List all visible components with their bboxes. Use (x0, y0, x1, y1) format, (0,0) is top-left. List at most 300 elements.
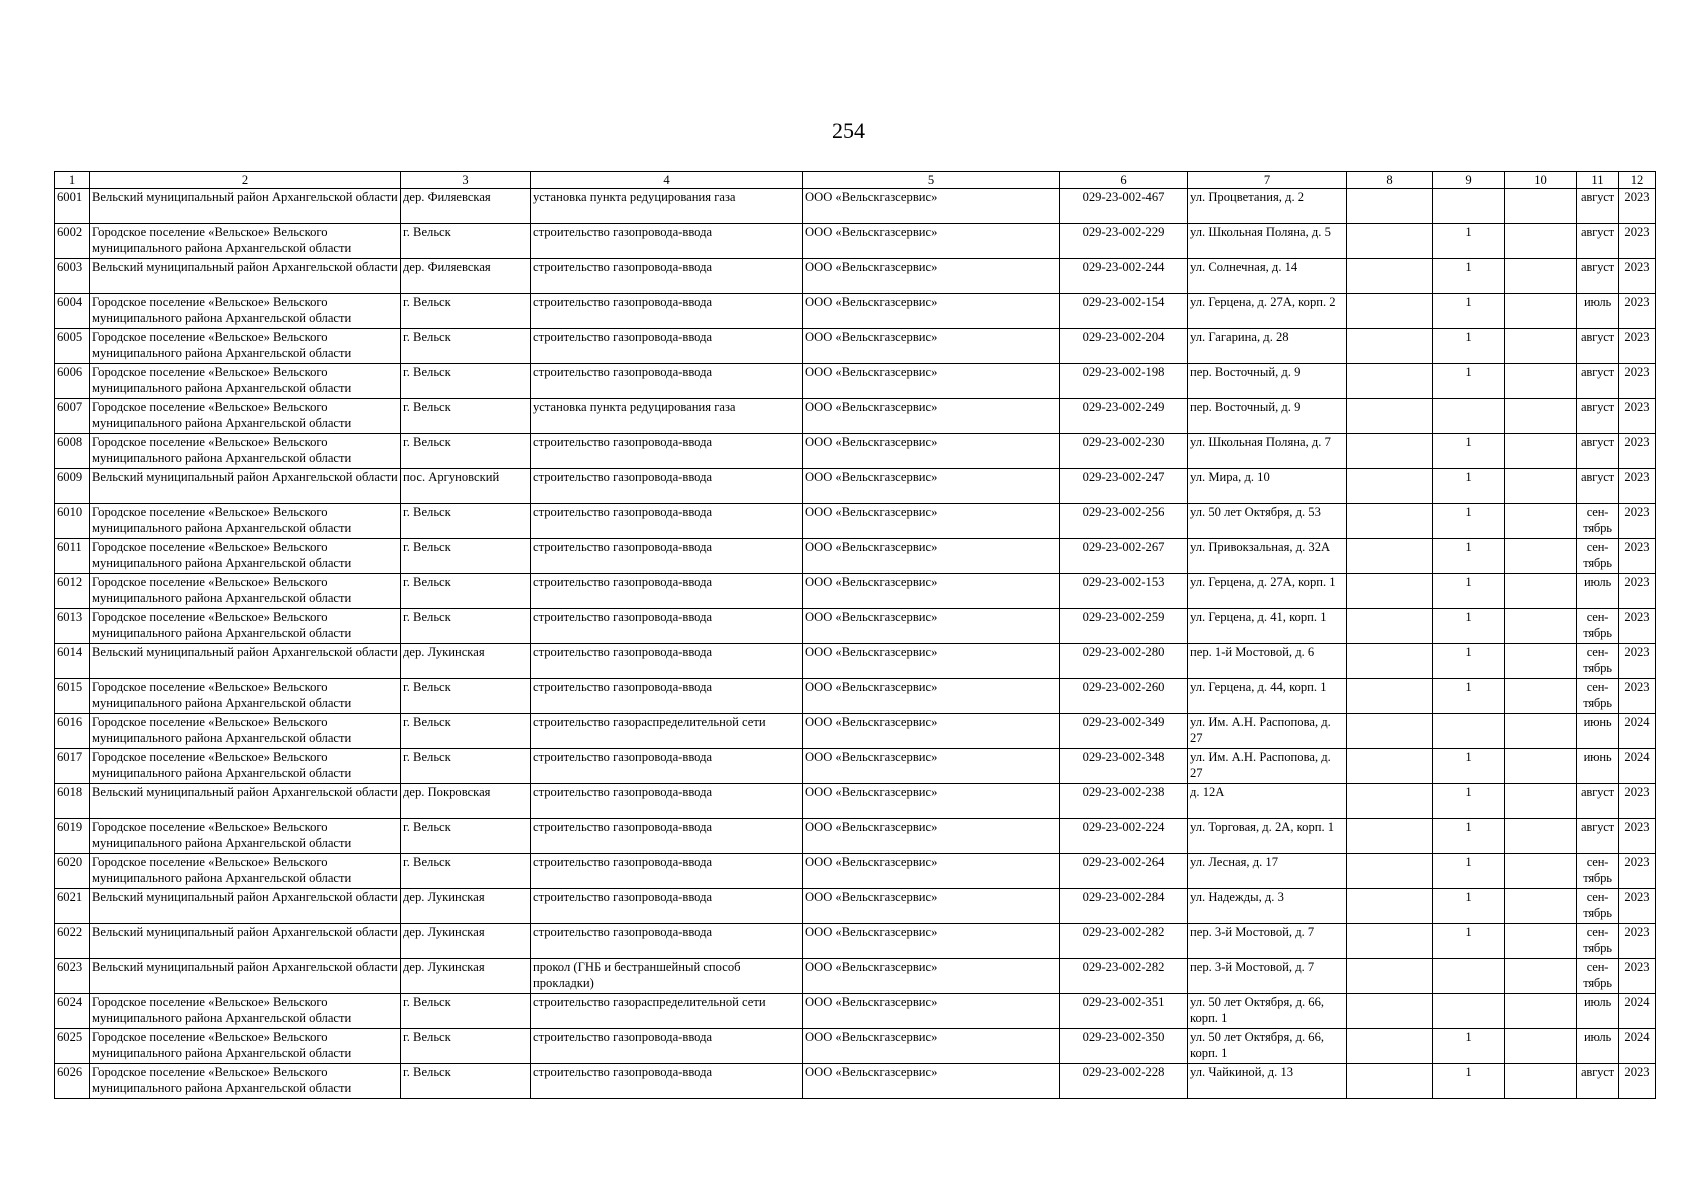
column-header: 10 (1505, 172, 1577, 189)
locality-cell: дер. Лукинская (401, 924, 531, 959)
municipality-cell: Городское поселение «Вельское» Вельского муниципального района Архангельской области (90, 749, 401, 784)
column-10-cell (1505, 959, 1577, 994)
address-cell: пер. 3-й Мостовой, д. 7 (1188, 959, 1347, 994)
work-type-cell: строительство газораспределительной сети (531, 994, 803, 1029)
address-cell: ул. Герцена, д. 27А, корп. 1 (1188, 574, 1347, 609)
table-body (55, 189, 1656, 1099)
column-8-cell (1347, 329, 1433, 364)
month-cell: август (1577, 469, 1619, 504)
locality-cell: пос. Аргуновский (401, 469, 531, 504)
year-cell: 2024 (1619, 749, 1656, 784)
column-9-cell: 1 (1433, 539, 1505, 574)
gasification-table (54, 171, 1656, 1099)
column-10-cell (1505, 644, 1577, 679)
column-8-cell (1347, 1064, 1433, 1099)
column-8-cell (1347, 819, 1433, 854)
row-number-cell: 6001 (55, 189, 90, 224)
month-cell: август (1577, 1064, 1619, 1099)
year-cell: 2023 (1619, 1064, 1656, 1099)
row-number-cell: 6006 (55, 364, 90, 399)
column-9-cell: 1 (1433, 819, 1505, 854)
address-cell: ул. 50 лет Октября, д. 53 (1188, 504, 1347, 539)
column-8-cell (1347, 364, 1433, 399)
column-10-cell (1505, 889, 1577, 924)
column-9-cell: 1 (1433, 469, 1505, 504)
table-row (55, 749, 1656, 784)
registration-number-cell: 029-23-002-247 (1060, 469, 1188, 504)
address-cell: ул. Герцена, д. 41, корп. 1 (1188, 609, 1347, 644)
year-cell: 2023 (1619, 539, 1656, 574)
registration-number-cell: 029-23-002-282 (1060, 959, 1188, 994)
column-10-cell (1505, 399, 1577, 434)
column-10-cell (1505, 784, 1577, 819)
municipality-cell: Городское поселение «Вельское» Вельского муниципального района Архангельской области (90, 399, 401, 434)
work-type-cell: строительство газопровода-ввода (531, 224, 803, 259)
month-cell: июнь (1577, 749, 1619, 784)
municipality-cell: Городское поселение «Вельское» Вельского муниципального района Архангельской области (90, 1064, 401, 1099)
registration-number-cell: 029-23-002-249 (1060, 399, 1188, 434)
municipality-cell: Городское поселение «Вельское» Вельского муниципального района Архангельской области (90, 854, 401, 889)
row-number-cell: 6019 (55, 819, 90, 854)
column-10-cell (1505, 1029, 1577, 1064)
year-cell: 2023 (1619, 819, 1656, 854)
column-8-cell (1347, 294, 1433, 329)
locality-cell: г. Вельск (401, 714, 531, 749)
table-row (55, 994, 1656, 1029)
year-cell: 2023 (1619, 924, 1656, 959)
column-9-cell: 1 (1433, 679, 1505, 714)
table-row (55, 854, 1656, 889)
registration-number-cell: 029-23-002-256 (1060, 504, 1188, 539)
work-type-cell: установка пункта редуцирования газа (531, 189, 803, 224)
municipality-cell: Городское поселение «Вельское» Вельского муниципального района Архангельской области (90, 539, 401, 574)
table-row (55, 959, 1656, 994)
address-cell: ул. Школьная Поляна, д. 7 (1188, 434, 1347, 469)
address-cell: ул. Лесная, д. 17 (1188, 854, 1347, 889)
organization-cell: ООО «Вельскгазсервис» (803, 749, 1060, 784)
work-type-cell: установка пункта редуцирования газа (531, 399, 803, 434)
locality-cell: г. Вельск (401, 1029, 531, 1064)
organization-cell: ООО «Вельскгазсервис» (803, 819, 1060, 854)
column-8-cell (1347, 784, 1433, 819)
organization-cell: ООО «Вельскгазсервис» (803, 504, 1060, 539)
registration-number-cell: 029-23-002-230 (1060, 434, 1188, 469)
municipality-cell: Городское поселение «Вельское» Вельского муниципального района Архангельской области (90, 434, 401, 469)
column-10-cell (1505, 224, 1577, 259)
organization-cell: ООО «Вельскгазсервис» (803, 539, 1060, 574)
organization-cell: ООО «Вельскгазсервис» (803, 469, 1060, 504)
column-10-cell (1505, 1064, 1577, 1099)
address-cell: ул. Герцена, д. 27А, корп. 2 (1188, 294, 1347, 329)
organization-cell: ООО «Вельскгазсервис» (803, 189, 1060, 224)
registration-number-cell: 029-23-002-238 (1060, 784, 1188, 819)
column-8-cell (1347, 959, 1433, 994)
address-cell: ул. Надежды, д. 3 (1188, 889, 1347, 924)
address-cell: пер. Восточный, д. 9 (1188, 364, 1347, 399)
month-cell: август (1577, 259, 1619, 294)
table-row (55, 224, 1656, 259)
work-type-cell: строительство газопровода-ввода (531, 644, 803, 679)
work-type-cell: строительство газопровода-ввода (531, 434, 803, 469)
work-type-cell: строительство газораспределительной сети (531, 714, 803, 749)
column-header: 5 (803, 172, 1060, 189)
column-10-cell (1505, 469, 1577, 504)
column-9-cell (1433, 189, 1505, 224)
locality-cell: г. Вельск (401, 504, 531, 539)
municipality-cell: Вельский муниципальный район Архангельской области (90, 469, 401, 504)
column-10-cell (1505, 924, 1577, 959)
column-8-cell (1347, 889, 1433, 924)
address-cell: ул. Мира, д. 10 (1188, 469, 1347, 504)
address-cell: ул. Привокзальная, д. 32А (1188, 539, 1347, 574)
year-cell: 2023 (1619, 329, 1656, 364)
column-header: 9 (1433, 172, 1505, 189)
column-header: 3 (401, 172, 531, 189)
month-cell: сен-тябрь (1577, 889, 1619, 924)
address-cell: ул. Школьная Поляна, д. 5 (1188, 224, 1347, 259)
table-row (55, 504, 1656, 539)
municipality-cell: Городское поселение «Вельское» Вельского муниципального района Архангельской области (90, 224, 401, 259)
column-9-cell: 1 (1433, 749, 1505, 784)
column-header: 8 (1347, 172, 1433, 189)
column-9-cell: 1 (1433, 434, 1505, 469)
column-10-cell (1505, 819, 1577, 854)
column-9-cell: 1 (1433, 574, 1505, 609)
organization-cell: ООО «Вельскгазсервис» (803, 329, 1060, 364)
registration-number-cell: 029-23-002-244 (1060, 259, 1188, 294)
column-8-cell (1347, 749, 1433, 784)
column-header: 11 (1577, 172, 1619, 189)
column-9-cell: 1 (1433, 889, 1505, 924)
locality-cell: г. Вельск (401, 609, 531, 644)
municipality-cell: Вельский муниципальный район Архангельской области (90, 784, 401, 819)
registration-number-cell: 029-23-002-153 (1060, 574, 1188, 609)
column-header: 1 (55, 172, 90, 189)
year-cell: 2023 (1619, 364, 1656, 399)
year-cell: 2023 (1619, 854, 1656, 889)
locality-cell: г. Вельск (401, 294, 531, 329)
month-cell: сен-тябрь (1577, 959, 1619, 994)
work-type-cell: строительство газопровода-ввода (531, 819, 803, 854)
row-number-cell: 6022 (55, 924, 90, 959)
month-cell: август (1577, 329, 1619, 364)
municipality-cell: Городское поселение «Вельское» Вельского муниципального района Архангельской области (90, 609, 401, 644)
year-cell: 2024 (1619, 714, 1656, 749)
locality-cell: дер. Филяевская (401, 259, 531, 294)
registration-number-cell: 029-23-002-198 (1060, 364, 1188, 399)
row-number-cell: 6013 (55, 609, 90, 644)
year-cell: 2023 (1619, 889, 1656, 924)
municipality-cell: Городское поселение «Вельское» Вельского муниципального района Архангельской области (90, 994, 401, 1029)
month-cell: сен-тябрь (1577, 924, 1619, 959)
column-8-cell (1347, 1029, 1433, 1064)
month-cell: сен-тябрь (1577, 504, 1619, 539)
work-type-cell: строительство газопровода-ввода (531, 364, 803, 399)
year-cell: 2023 (1619, 644, 1656, 679)
address-cell: ул. 50 лет Октября, д. 66, корп. 1 (1188, 1029, 1347, 1064)
month-cell: июль (1577, 294, 1619, 329)
column-9-cell: 1 (1433, 224, 1505, 259)
year-cell: 2023 (1619, 679, 1656, 714)
address-cell: ул. Процветания, д. 2 (1188, 189, 1347, 224)
column-8-cell (1347, 259, 1433, 294)
locality-cell: дер. Лукинская (401, 644, 531, 679)
row-number-cell: 6016 (55, 714, 90, 749)
organization-cell: ООО «Вельскгазсервис» (803, 574, 1060, 609)
municipality-cell: Городское поселение «Вельское» Вельского муниципального района Архангельской области (90, 714, 401, 749)
column-9-cell: 1 (1433, 644, 1505, 679)
registration-number-cell: 029-23-002-264 (1060, 854, 1188, 889)
year-cell: 2023 (1619, 399, 1656, 434)
column-9-cell (1433, 994, 1505, 1029)
address-cell: ул. Солнечная, д. 14 (1188, 259, 1347, 294)
organization-cell: ООО «Вельскгазсервис» (803, 294, 1060, 329)
row-number-cell: 6018 (55, 784, 90, 819)
row-number-cell: 6005 (55, 329, 90, 364)
registration-number-cell: 029-23-002-349 (1060, 714, 1188, 749)
municipality-cell: Городское поселение «Вельское» Вельского муниципального района Архангельской области (90, 329, 401, 364)
column-8-cell (1347, 504, 1433, 539)
month-cell: июль (1577, 994, 1619, 1029)
year-cell: 2023 (1619, 609, 1656, 644)
year-cell: 2023 (1619, 434, 1656, 469)
month-cell: август (1577, 819, 1619, 854)
column-8-cell (1347, 644, 1433, 679)
table-header (55, 172, 1656, 189)
table-row (55, 679, 1656, 714)
registration-number-cell: 029-23-002-282 (1060, 924, 1188, 959)
column-8-cell (1347, 434, 1433, 469)
locality-cell: г. Вельск (401, 994, 531, 1029)
row-number-cell: 6003 (55, 259, 90, 294)
table-row (55, 1029, 1656, 1064)
month-cell: август (1577, 364, 1619, 399)
column-8-cell (1347, 994, 1433, 1029)
year-cell: 2023 (1619, 784, 1656, 819)
work-type-cell: строительство газопровода-ввода (531, 889, 803, 924)
organization-cell: ООО «Вельскгазсервис» (803, 609, 1060, 644)
organization-cell: ООО «Вельскгазсервис» (803, 994, 1060, 1029)
address-cell: ул. Им. А.Н. Распопова, д. 27 (1188, 749, 1347, 784)
work-type-cell: строительство газопровода-ввода (531, 1064, 803, 1099)
table-row (55, 574, 1656, 609)
table-row (55, 819, 1656, 854)
row-number-cell: 6014 (55, 644, 90, 679)
month-cell: август (1577, 399, 1619, 434)
locality-cell: г. Вельск (401, 434, 531, 469)
municipality-cell: Городское поселение «Вельское» Вельского муниципального района Архангельской области (90, 294, 401, 329)
municipality-cell: Городское поселение «Вельское» Вельского муниципального района Архангельской области (90, 364, 401, 399)
column-9-cell: 1 (1433, 784, 1505, 819)
municipality-cell: Городское поселение «Вельское» Вельского муниципального района Архангельской области (90, 819, 401, 854)
column-8-cell (1347, 679, 1433, 714)
column-10-cell (1505, 259, 1577, 294)
column-9-cell: 1 (1433, 329, 1505, 364)
row-number-cell: 6004 (55, 294, 90, 329)
column-8-cell (1347, 469, 1433, 504)
municipality-cell: Вельский муниципальный район Архангельской области (90, 924, 401, 959)
work-type-cell: строительство газопровода-ввода (531, 679, 803, 714)
registration-number-cell: 029-23-002-228 (1060, 1064, 1188, 1099)
work-type-cell: строительство газопровода-ввода (531, 1029, 803, 1064)
municipality-cell: Вельский муниципальный район Архангельской области (90, 959, 401, 994)
municipality-cell: Городское поселение «Вельское» Вельского муниципального района Архангельской области (90, 574, 401, 609)
column-9-cell: 1 (1433, 1064, 1505, 1099)
locality-cell: г. Вельск (401, 364, 531, 399)
work-type-cell: строительство газопровода-ввода (531, 329, 803, 364)
month-cell: июнь (1577, 714, 1619, 749)
table-row (55, 609, 1656, 644)
column-header: 4 (531, 172, 803, 189)
row-number-cell: 6017 (55, 749, 90, 784)
column-8-cell (1347, 714, 1433, 749)
table-row (55, 539, 1656, 574)
table-row (55, 644, 1656, 679)
organization-cell: ООО «Вельскгазсервис» (803, 784, 1060, 819)
table-row (55, 784, 1656, 819)
locality-cell: г. Вельск (401, 749, 531, 784)
month-cell: август (1577, 224, 1619, 259)
row-number-cell: 6025 (55, 1029, 90, 1064)
work-type-cell: строительство газопровода-ввода (531, 294, 803, 329)
address-cell: пер. 1-й Мостовой, д. 6 (1188, 644, 1347, 679)
row-number-cell: 6009 (55, 469, 90, 504)
table-row (55, 329, 1656, 364)
column-9-cell: 1 (1433, 259, 1505, 294)
municipality-cell: Вельский муниципальный район Архангельской области (90, 189, 401, 224)
address-cell: ул. 50 лет Октября, д. 66, корп. 1 (1188, 994, 1347, 1029)
organization-cell: ООО «Вельскгазсервис» (803, 434, 1060, 469)
table-row (55, 889, 1656, 924)
column-10-cell (1505, 294, 1577, 329)
table-row (55, 469, 1656, 504)
year-cell: 2024 (1619, 994, 1656, 1029)
column-10-cell (1505, 854, 1577, 889)
table-row (55, 1064, 1656, 1099)
work-type-cell: строительство газопровода-ввода (531, 259, 803, 294)
locality-cell: г. Вельск (401, 819, 531, 854)
column-8-cell (1347, 924, 1433, 959)
locality-cell: г. Вельск (401, 854, 531, 889)
year-cell: 2024 (1619, 1029, 1656, 1064)
column-9-cell: 1 (1433, 364, 1505, 399)
year-cell: 2023 (1619, 259, 1656, 294)
organization-cell: ООО «Вельскгазсервис» (803, 1064, 1060, 1099)
column-8-cell (1347, 224, 1433, 259)
column-number-row (55, 172, 1656, 189)
organization-cell: ООО «Вельскгазсервис» (803, 1029, 1060, 1064)
year-cell: 2023 (1619, 224, 1656, 259)
column-9-cell: 1 (1433, 294, 1505, 329)
address-cell: ул. Им. А.Н. Распопова, д. 27 (1188, 714, 1347, 749)
month-cell: июль (1577, 1029, 1619, 1064)
month-cell: сен-тябрь (1577, 679, 1619, 714)
row-number-cell: 6007 (55, 399, 90, 434)
address-cell: ул. Гагарина, д. 28 (1188, 329, 1347, 364)
locality-cell: дер. Филяевская (401, 189, 531, 224)
year-cell: 2023 (1619, 574, 1656, 609)
row-number-cell: 6021 (55, 889, 90, 924)
registration-number-cell: 029-23-002-267 (1060, 539, 1188, 574)
work-type-cell: строительство газопровода-ввода (531, 574, 803, 609)
row-number-cell: 6011 (55, 539, 90, 574)
municipality-cell: Городское поселение «Вельское» Вельского муниципального района Архангельской области (90, 1029, 401, 1064)
work-type-cell: строительство газопровода-ввода (531, 924, 803, 959)
registration-number-cell: 029-23-002-229 (1060, 224, 1188, 259)
registration-number-cell: 029-23-002-224 (1060, 819, 1188, 854)
column-10-cell (1505, 574, 1577, 609)
page-number: 254 (832, 118, 865, 143)
column-9-cell: 1 (1433, 924, 1505, 959)
month-cell: сен-тябрь (1577, 609, 1619, 644)
locality-cell: г. Вельск (401, 329, 531, 364)
column-10-cell (1505, 609, 1577, 644)
column-8-cell (1347, 574, 1433, 609)
organization-cell: ООО «Вельскгазсервис» (803, 714, 1060, 749)
work-type-cell: строительство газопровода-ввода (531, 469, 803, 504)
organization-cell: ООО «Вельскгазсервис» (803, 889, 1060, 924)
row-number-cell: 6020 (55, 854, 90, 889)
column-10-cell (1505, 364, 1577, 399)
column-10-cell (1505, 994, 1577, 1029)
month-cell: сен-тябрь (1577, 539, 1619, 574)
organization-cell: ООО «Вельскгазсервис» (803, 679, 1060, 714)
column-10-cell (1505, 434, 1577, 469)
month-cell: сен-тябрь (1577, 854, 1619, 889)
municipality-cell: Городское поселение «Вельское» Вельского муниципального района Архангельской области (90, 504, 401, 539)
month-cell: июль (1577, 574, 1619, 609)
registration-number-cell: 029-23-002-204 (1060, 329, 1188, 364)
column-8-cell (1347, 539, 1433, 574)
organization-cell: ООО «Вельскгазсервис» (803, 224, 1060, 259)
address-cell: д. 12А (1188, 784, 1347, 819)
year-cell: 2023 (1619, 469, 1656, 504)
organization-cell: ООО «Вельскгазсервис» (803, 399, 1060, 434)
row-number-cell: 6024 (55, 994, 90, 1029)
registration-number-cell: 029-23-002-259 (1060, 609, 1188, 644)
municipality-cell: Вельский муниципальный район Архангельской области (90, 644, 401, 679)
work-type-cell: строительство газопровода-ввода (531, 609, 803, 644)
month-cell: август (1577, 434, 1619, 469)
locality-cell: г. Вельск (401, 574, 531, 609)
table-row (55, 399, 1656, 434)
locality-cell: г. Вельск (401, 1064, 531, 1099)
column-10-cell (1505, 679, 1577, 714)
column-9-cell: 1 (1433, 609, 1505, 644)
month-cell: август (1577, 189, 1619, 224)
work-type-cell: строительство газопровода-ввода (531, 539, 803, 574)
registration-number-cell: 029-23-002-280 (1060, 644, 1188, 679)
municipality-cell: Городское поселение «Вельское» Вельского муниципального района Архангельской области (90, 679, 401, 714)
organization-cell: ООО «Вельскгазсервис» (803, 364, 1060, 399)
row-number-cell: 6008 (55, 434, 90, 469)
address-cell: пер. Восточный, д. 9 (1188, 399, 1347, 434)
column-9-cell: 1 (1433, 1029, 1505, 1064)
address-cell: ул. Герцена, д. 44, корп. 1 (1188, 679, 1347, 714)
row-number-cell: 6026 (55, 1064, 90, 1099)
locality-cell: г. Вельск (401, 539, 531, 574)
column-10-cell (1505, 749, 1577, 784)
column-header: 12 (1619, 172, 1656, 189)
column-8-cell (1347, 854, 1433, 889)
column-10-cell (1505, 714, 1577, 749)
address-cell: пер. 3-й Мостовой, д. 7 (1188, 924, 1347, 959)
column-9-cell: 1 (1433, 854, 1505, 889)
work-type-cell: строительство газопровода-ввода (531, 854, 803, 889)
registration-number-cell: 029-23-002-348 (1060, 749, 1188, 784)
column-10-cell (1505, 539, 1577, 574)
column-10-cell (1505, 189, 1577, 224)
